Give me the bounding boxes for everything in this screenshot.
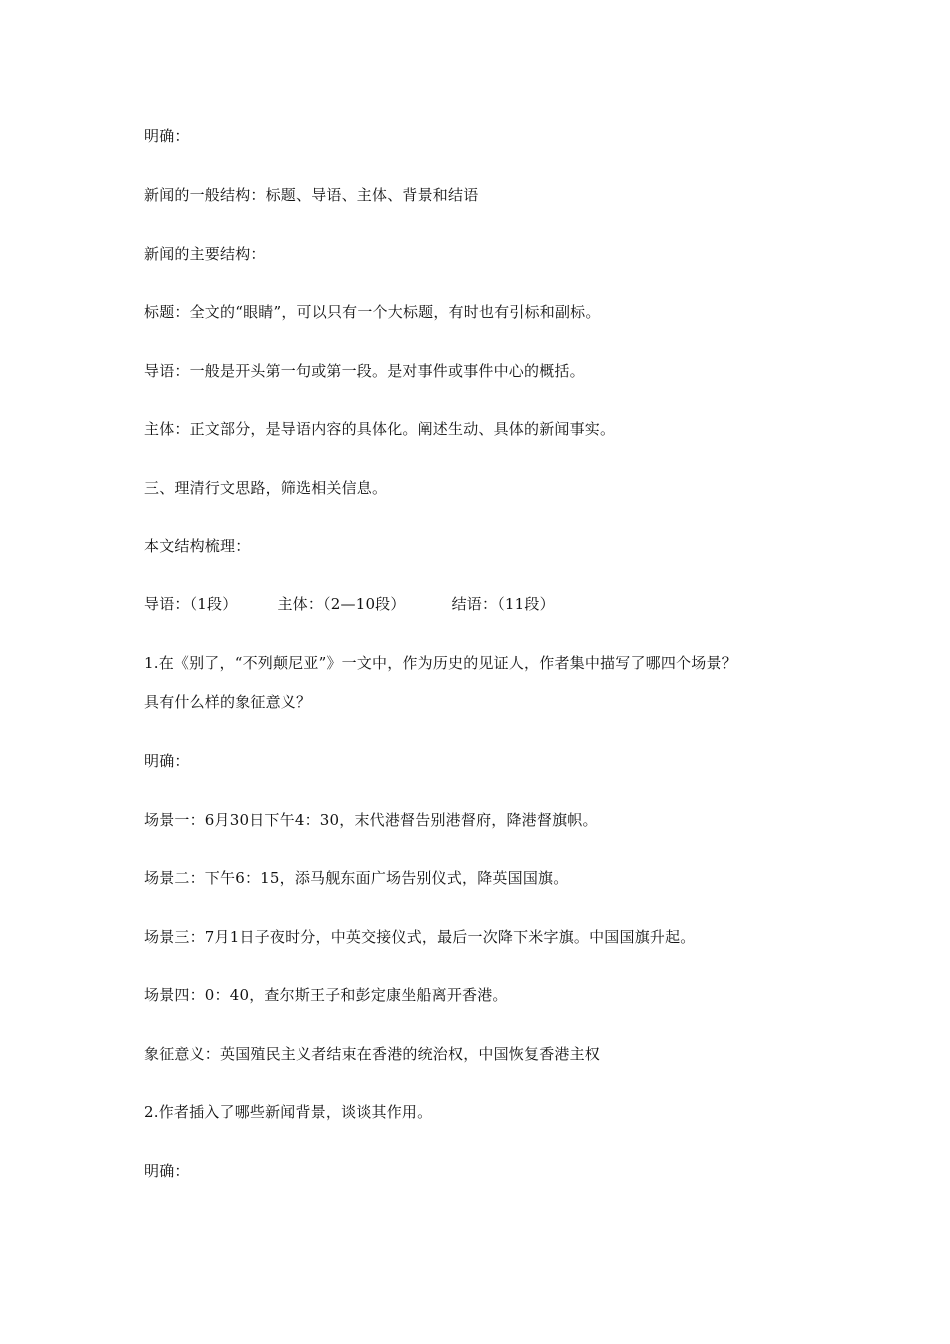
structure-ending: 结语：（11段）: [451, 595, 555, 613]
symbolic-meaning: 象征意义：英国殖民主义者结束在香港的统治权，中国恢复香港主权: [144, 1045, 601, 1063]
answer-label: 明确：: [144, 127, 190, 145]
structure-outline-heading: 本文结构梳理：: [144, 537, 251, 555]
body-definition: 主体：正文部分，是导语内容的具体化。阐述生动、具体的新闻事实。: [144, 420, 616, 438]
answer-two-label: 明确：: [144, 1162, 190, 1180]
section-three-heading: 三、理清行文思路，筛选相关信息。: [144, 479, 388, 497]
title-definition: 标题：全文的“眼睛”，可以只有一个大标题，有时也有引标和副标。: [144, 303, 601, 321]
question-one-line-two: 具有什么样的象征意义？: [144, 693, 312, 711]
scene-two: 场景二：下午6：15，添马舰东面广场告别仪式，降英国国旗。: [144, 869, 569, 887]
news-general-structure: 新闻的一般结构：标题、导语、主体、背景和结语: [144, 186, 479, 204]
scene-three: 场景三：7月1日子夜时分，中英交接仪式，最后一次降下米字旗。中国国旗升起。: [144, 928, 696, 946]
question-two: 2.作者插入了哪些新闻背景，谈谈其作用。: [144, 1103, 433, 1121]
answer-one-label: 明确：: [144, 752, 190, 770]
scene-four: 场景四：0：40，查尔斯王子和彭定康坐船离开香港。: [144, 986, 508, 1004]
question-one-line-one: 1.在《别了，“不列颠尼亚”》一文中，作为历史的见证人，作者集中描写了哪四个场景？: [144, 654, 737, 672]
scene-one: 场景一：6月30日下午4：30，末代港督告别港督府，降港督旗帜。: [144, 811, 598, 829]
structure-body: 主体：（2—10段）: [277, 595, 406, 613]
structure-lead: 导语：（1段）: [144, 595, 238, 613]
structure-outline: [144, 594, 555, 614]
lead-definition: 导语：一般是开头第一句或第一段。是对事件或事件中心的概括。: [144, 362, 585, 380]
news-main-structure-heading: 新闻的主要结构：: [144, 245, 266, 263]
